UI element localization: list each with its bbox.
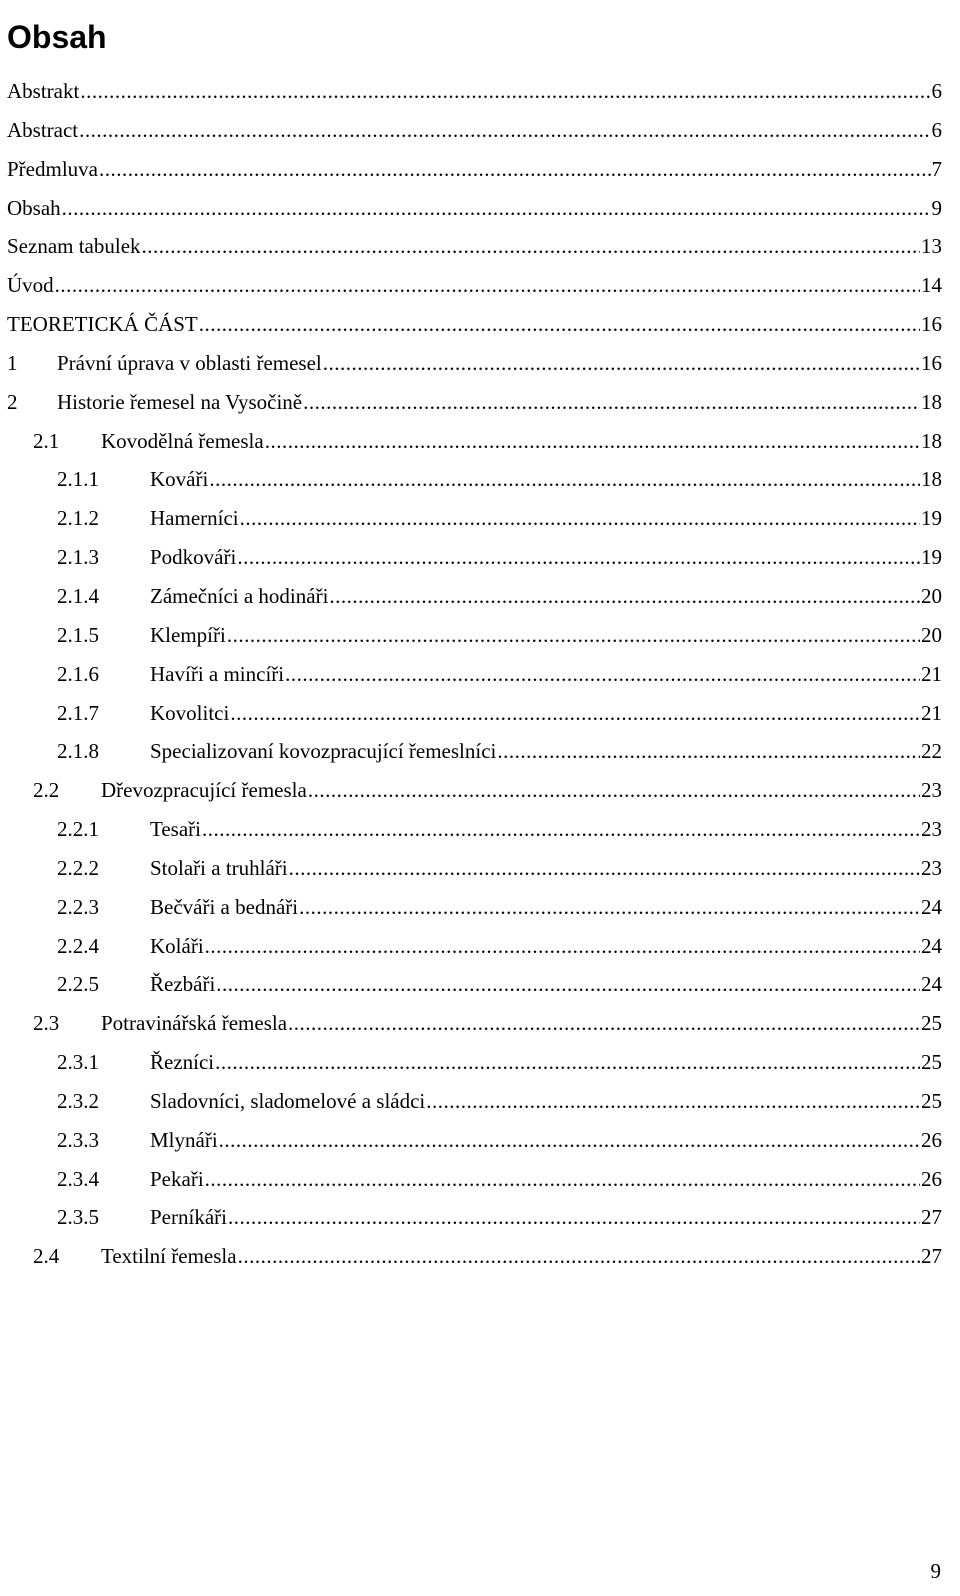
toc-entry[interactable] <box>0 538 960 577</box>
dot-leader <box>426 1082 920 1121</box>
toc-entry-label: Podkováři <box>150 545 237 570</box>
dot-leader <box>80 72 930 111</box>
toc-entry-label: Řezbáři <box>150 972 216 997</box>
toc-entry[interactable] <box>0 1082 960 1121</box>
toc-entry-page: 24 <box>921 933 942 958</box>
toc-entry[interactable] <box>0 655 960 694</box>
dot-leader <box>308 771 920 810</box>
toc-entry-page: 22 <box>921 739 942 764</box>
toc-entry-page: 25 <box>921 1050 942 1075</box>
toc-entry-page: 19 <box>921 506 942 531</box>
toc-entry-number: 2.2.1 <box>57 817 99 842</box>
toc-entry[interactable] <box>0 1043 960 1082</box>
dot-leader <box>99 150 931 189</box>
toc-entry-label: Tesaři <box>150 817 202 842</box>
toc-entry-number: 2.2 <box>33 778 60 803</box>
toc-entry-number: 2.3.5 <box>57 1205 99 1230</box>
dot-leader <box>215 1043 920 1082</box>
toc-entry-label: Textilní řemesla <box>101 1244 237 1269</box>
toc-entry[interactable] <box>0 1198 960 1237</box>
toc-entry-page: 24 <box>921 894 942 919</box>
dot-leader <box>299 888 920 927</box>
toc-entry-number: 2 <box>7 389 18 414</box>
toc-entry[interactable] <box>0 344 960 383</box>
toc-entry[interactable] <box>0 150 960 189</box>
toc-entry-number: 2.1.7 <box>57 700 99 725</box>
toc-entry-page: 13 <box>921 234 942 259</box>
dot-leader <box>329 577 920 616</box>
toc-entry[interactable] <box>0 189 960 228</box>
toc-entry-page: 27 <box>921 1244 942 1269</box>
toc-entry-label: Havíři a mincíři <box>150 661 285 686</box>
toc-entry-page: 6 <box>931 117 942 142</box>
toc-entry[interactable] <box>0 422 960 461</box>
toc-entry-page: 25 <box>921 1088 942 1113</box>
toc-entry-page: 18 <box>921 389 942 414</box>
toc-entry-page: 16 <box>921 350 942 375</box>
toc-entry-label: Perníkáři <box>150 1205 227 1230</box>
toc-entry[interactable] <box>0 266 960 305</box>
page-number: 9 <box>930 1559 941 1583</box>
toc-entry-page: 23 <box>921 855 942 880</box>
toc-entry-number: 2.2.5 <box>57 972 99 997</box>
toc-entry-page: 6 <box>931 79 942 103</box>
toc-entry[interactable] <box>0 888 960 927</box>
toc-entry-page: 24 <box>921 972 942 997</box>
toc-entry-number: 1 <box>7 350 18 375</box>
page-title: Obsah <box>7 19 107 56</box>
toc-entry-page: 18 <box>921 467 942 492</box>
dot-leader <box>289 849 920 888</box>
toc-entry[interactable] <box>0 1004 960 1043</box>
dot-leader <box>265 422 920 461</box>
dot-leader <box>227 616 920 655</box>
dot-leader <box>199 305 920 344</box>
toc-entry-page: 16 <box>921 312 942 337</box>
toc-entry-label: Pekaři <box>150 1166 204 1191</box>
toc-entry-page: 9 <box>931 195 942 220</box>
toc-entry-label: Kovodělná řemesla <box>101 428 264 453</box>
dot-leader <box>240 499 920 538</box>
toc-entry-number: 2.1.6 <box>57 661 99 686</box>
toc-entry[interactable] <box>0 383 960 422</box>
toc-entry[interactable] <box>0 499 960 538</box>
toc-entry-number: 2.3.2 <box>57 1088 99 1113</box>
dot-leader <box>230 694 920 733</box>
toc-entry[interactable] <box>0 810 960 849</box>
toc-entry-label: Úvod <box>7 273 54 298</box>
toc-entry[interactable] <box>0 227 960 266</box>
dot-leader <box>202 810 920 849</box>
toc-entry[interactable] <box>0 1160 960 1199</box>
dot-leader <box>237 538 920 577</box>
toc-entry-label: Historie řemesel na Vysočině <box>57 389 303 414</box>
toc-entry-number: 2.1.3 <box>57 545 99 570</box>
toc-entry-label: Kovolitci <box>150 700 230 725</box>
toc-entry[interactable] <box>0 927 960 966</box>
toc-entry[interactable] <box>0 577 960 616</box>
toc-entry-number: 2.2.3 <box>57 894 99 919</box>
toc-entry-page: 26 <box>921 1166 942 1191</box>
toc-entry[interactable] <box>0 1237 960 1276</box>
toc-entry[interactable] <box>0 965 960 1004</box>
dot-leader <box>288 1004 920 1043</box>
dot-leader <box>216 965 920 1004</box>
dot-leader <box>497 732 920 771</box>
dot-leader <box>228 1198 920 1237</box>
dot-leader <box>285 655 920 694</box>
toc-entry-page: 25 <box>921 1011 942 1036</box>
toc-entry-label: Zámečníci a hodináři <box>150 583 329 608</box>
toc-entry[interactable] <box>0 616 960 655</box>
toc-entry-page: 21 <box>921 661 942 686</box>
toc-entry-label: Předmluva <box>7 156 98 181</box>
dot-leader <box>79 111 930 150</box>
toc-entry-number: 2.1.1 <box>57 467 99 492</box>
dot-leader <box>205 927 920 966</box>
toc-entry-page: 20 <box>921 622 942 647</box>
toc-entry-page: 20 <box>921 583 942 608</box>
toc-entry-number: 2.1.8 <box>57 739 99 764</box>
toc-entry-label: Seznam tabulek <box>7 234 141 259</box>
dot-leader <box>323 344 920 383</box>
toc-entry-number: 2.1.5 <box>57 622 99 647</box>
toc-entry-label: Specializovaní kovozpracující řemeslníci <box>150 739 497 764</box>
toc-entry-label: Sladovníci, sladomelové a sládci <box>150 1088 426 1113</box>
dot-leader <box>62 189 931 228</box>
toc-entry-number: 2.2.4 <box>57 933 99 958</box>
toc-entry-number: 2.3.3 <box>57 1127 99 1152</box>
toc-entry-page: 18 <box>921 428 942 453</box>
toc-entry-label: Potravinářská řemesla <box>101 1011 288 1036</box>
toc-entry-label: Hamerníci <box>150 506 239 531</box>
toc-entry-number: 2.1.2 <box>57 506 99 531</box>
toc-entry[interactable] <box>0 111 960 150</box>
dot-leader <box>55 266 920 305</box>
toc-entry-label: Obsah <box>7 195 61 220</box>
toc-entry-label: Kováři <box>150 467 209 492</box>
toc-entry-label: Bečváři a bednáři <box>150 894 299 919</box>
toc-entry-number: 2.1.4 <box>57 583 99 608</box>
toc-entry[interactable] <box>0 771 960 810</box>
toc-entry-label: Stolaři a truhláři <box>150 855 288 880</box>
toc-entry[interactable] <box>0 849 960 888</box>
toc-entry-label: Abstract <box>7 117 79 142</box>
toc-entry-page: 26 <box>921 1127 942 1152</box>
dot-leader <box>205 1160 920 1199</box>
table-of-contents <box>0 72 960 1276</box>
toc-entry-number: 2.4 <box>33 1244 60 1269</box>
toc-entry-page: 23 <box>921 778 942 803</box>
toc-entry-page: 21 <box>921 700 942 725</box>
toc-entry-page: 27 <box>921 1205 942 1230</box>
toc-entry[interactable] <box>0 72 960 111</box>
toc-entry-label: Klempíři <box>150 622 226 647</box>
toc-entry[interactable] <box>0 305 960 344</box>
toc-entry-label: Právní úprava v oblasti řemesel <box>57 350 322 375</box>
toc-entry[interactable] <box>0 694 960 733</box>
toc-entry[interactable] <box>0 460 960 499</box>
toc-entry-label: Dřevozpracující řemesla <box>101 778 307 803</box>
toc-entry-number: 2.3.4 <box>57 1166 99 1191</box>
toc-entry-number: 2.3 <box>33 1011 60 1036</box>
toc-entry-label: Koláři <box>150 933 204 958</box>
toc-entry-page: 7 <box>931 156 942 181</box>
toc-entry-label: TEORETICKÁ ČÁST <box>7 312 198 337</box>
toc-entry[interactable] <box>0 1121 960 1160</box>
toc-entry-page: 14 <box>921 273 942 298</box>
toc-entry-label: Řezníci <box>150 1050 215 1075</box>
toc-entry-page: 23 <box>921 817 942 842</box>
dot-leader <box>219 1121 920 1160</box>
toc-entry-number: 2.3.1 <box>57 1050 99 1075</box>
toc-entry-number: 2.2.2 <box>57 855 99 880</box>
dot-leader <box>209 460 920 499</box>
dot-leader <box>142 227 920 266</box>
toc-entry[interactable] <box>0 732 960 771</box>
dot-leader <box>238 1237 920 1276</box>
toc-entry-page: 19 <box>921 545 942 570</box>
dot-leader <box>303 383 920 422</box>
toc-entry-label: Abstrakt <box>7 79 80 103</box>
toc-entry-label: Mlynáři <box>150 1127 218 1152</box>
toc-entry-number: 2.1 <box>33 428 60 453</box>
